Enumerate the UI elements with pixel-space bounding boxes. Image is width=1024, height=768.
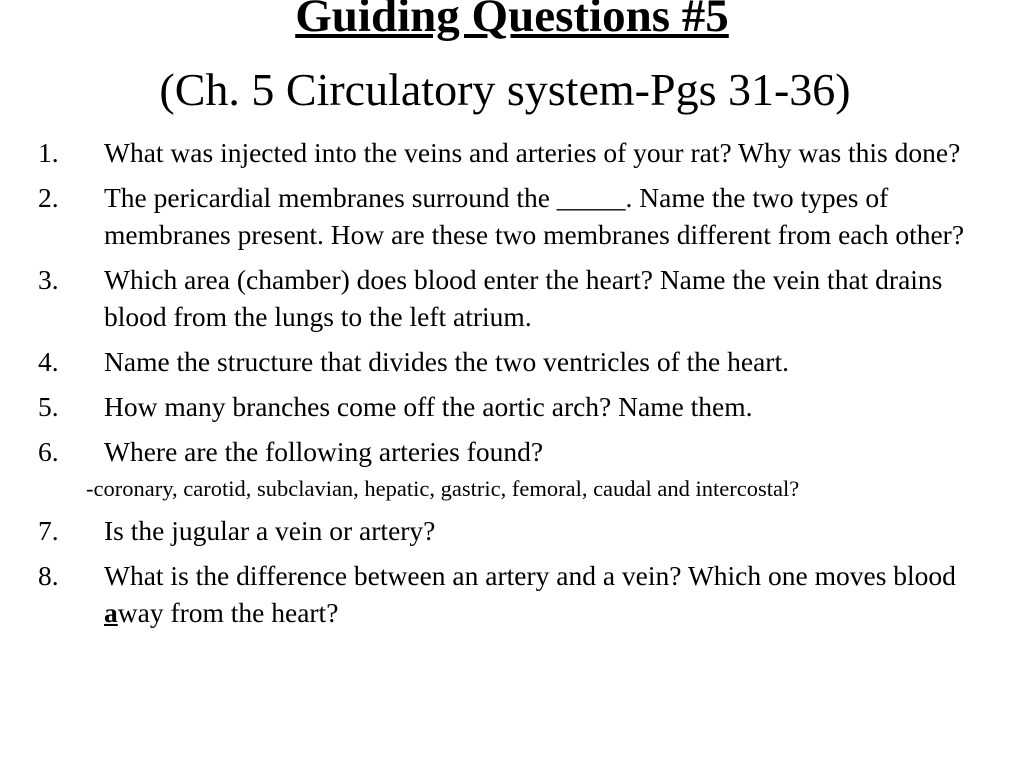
question-text	[104, 557, 998, 631]
emphasized-letter: a	[104, 597, 118, 628]
question-number: 6.	[38, 436, 59, 467]
question-list	[38, 134, 998, 639]
question-item	[38, 179, 998, 253]
question-text: The pericardial membranes surround the _____. Name the two types of membranes present. How are these two membranes different from each other?	[104, 182, 965, 250]
question-text: Which area (chamber) does blood enter the heart? Name the vein that drains blood from the lungs to the left atrium.	[104, 264, 943, 332]
question-text: Is the jugular a vein or artery?	[104, 515, 436, 546]
question-number: 5.	[38, 391, 59, 422]
question-number: 1.	[38, 137, 59, 168]
artery-list-subitem: -coronary, carotid, subclavian, hepatic, gastric, femoral, caudal and intercostal?	[86, 476, 800, 501]
question-number: 7.	[38, 515, 59, 546]
question-item	[38, 433, 998, 470]
question-item	[38, 134, 998, 171]
question-item	[38, 557, 998, 631]
question-number: 8.	[38, 560, 59, 591]
question-number: 3.	[38, 264, 59, 295]
question-item	[38, 343, 998, 380]
question-item	[38, 261, 998, 335]
question-number: 4.	[38, 346, 59, 377]
question-item	[38, 512, 998, 549]
question-text-before: What is the difference between an artery and a vein? Which one moves blood	[104, 560, 956, 591]
question-text: What was injected into the veins and arteries of your rat? Why was this done?	[104, 137, 961, 168]
question-number: 2.	[38, 182, 59, 213]
slide-subtitle: (Ch. 5 Circulatory system-Pgs 31-36)	[159, 64, 851, 115]
question-text: Where are the following arteries found?	[104, 436, 544, 467]
question-item	[38, 388, 998, 425]
question-text-after: way from the heart?	[117, 597, 339, 628]
slide-title: Guiding Questions #5	[295, 0, 729, 42]
question-text: How many branches come off the aortic arch? Name them.	[104, 391, 753, 422]
question-text: Name the structure that divides the two ventricles of the heart.	[104, 346, 789, 377]
